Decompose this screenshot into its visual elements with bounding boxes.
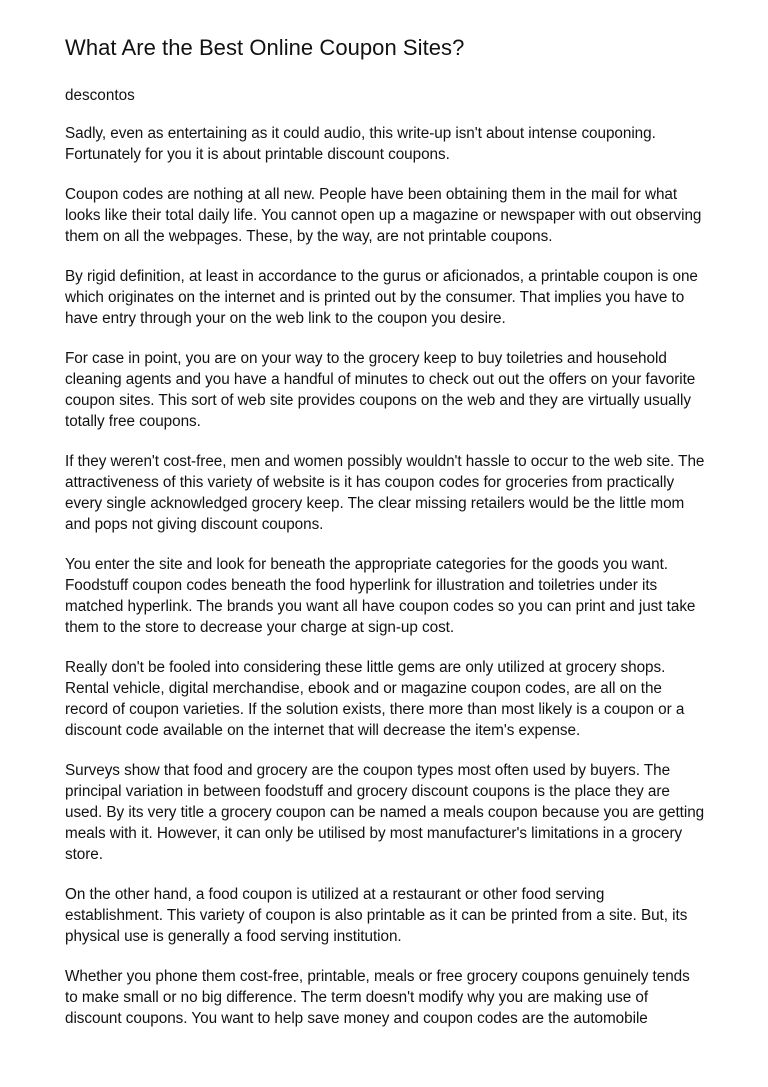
paragraph: Sadly, even as entertaining as it could audio, this write-up isn't about intense couponing. Fortunately for you it is about printable discount coupons. [65, 125, 656, 163]
paragraph: Really don't be fooled into considering these little gems are only utilized at grocery shops. Rental vehicle, digital merchandise, ebook and or magazine coupon codes, are all on the record of coupon varieties. If the solution exists, there more than most likely is a coupon or a discount code available on the internet that will decrease the item's expense. [65, 659, 685, 739]
paragraph: You enter the site and look for beneath the appropriate categories for the goods you want. Foodstuff coupon codes beneath the food hyperlink for illustration and toiletries under its matched hyperlink. The brands you want all have coupon codes so you can print and just take them to the store to decrease your charge at sign-up cost. [65, 556, 696, 636]
paragraph: Coupon codes are nothing at all new. People have been obtaining them in the mail for what looks like their total daily life. You cannot open up a magazine or newspaper with out observing them on all the webpages. These, by the way, are not printable coupons. [65, 186, 702, 245]
paragraph: For case in point, you are on your way to the grocery keep to buy toiletries and household cleaning agents and you have a handful of minutes to check out out the offers on your favorite coupon sites. This sort of web site provides coupons on the web and they are virtually usually totally free coupons. [65, 350, 696, 430]
paragraph: By rigid definition, at least in accordance to the gurus or aficionados, a printable coupon is one which originates on the internet and is printed out by the consumer. That implies you have to have entry through your on the web link to the coupon you desire. [65, 268, 698, 327]
paragraph: Surveys show that food and grocery are the coupon types most often used by buyers. The principal variation in between foodstuff and grocery discount coupons is the place they are used. By its very title a grocery coupon can be named a meals coupon because you are getting meals with it. However, it can only be utilised by most manufacturer's limitations in a grocery store. [65, 762, 705, 863]
paragraph: If they weren't cost-free, men and women possibly wouldn't hassle to occur to the web site. The attractiveness of this variety of website is it has coupon codes for groceries from practically every single acknowledged grocery keep. The clear missing retailers would be the little mom and pops not giving discount coupons. [65, 453, 705, 533]
paragraph: On the other hand, a food coupon is utilized at a restaurant or other food serving establishment. This variety of coupon is also printable as it can be printed from a site. But, its physical use is generally a food serving institution. [65, 886, 688, 945]
paragraph: Whether you phone them cost-free, printable, meals or free grocery coupons genuinely tends to make small or no big difference. The term doesn't modify why you are making use of discount coupons. You want to help save money and coupon codes are the automobile [65, 968, 690, 1027]
page-title: What Are the Best Online Coupon Sites? [65, 35, 465, 60]
document-subtitle: descontos [65, 87, 135, 104]
document-content [65, 33, 705, 1048]
